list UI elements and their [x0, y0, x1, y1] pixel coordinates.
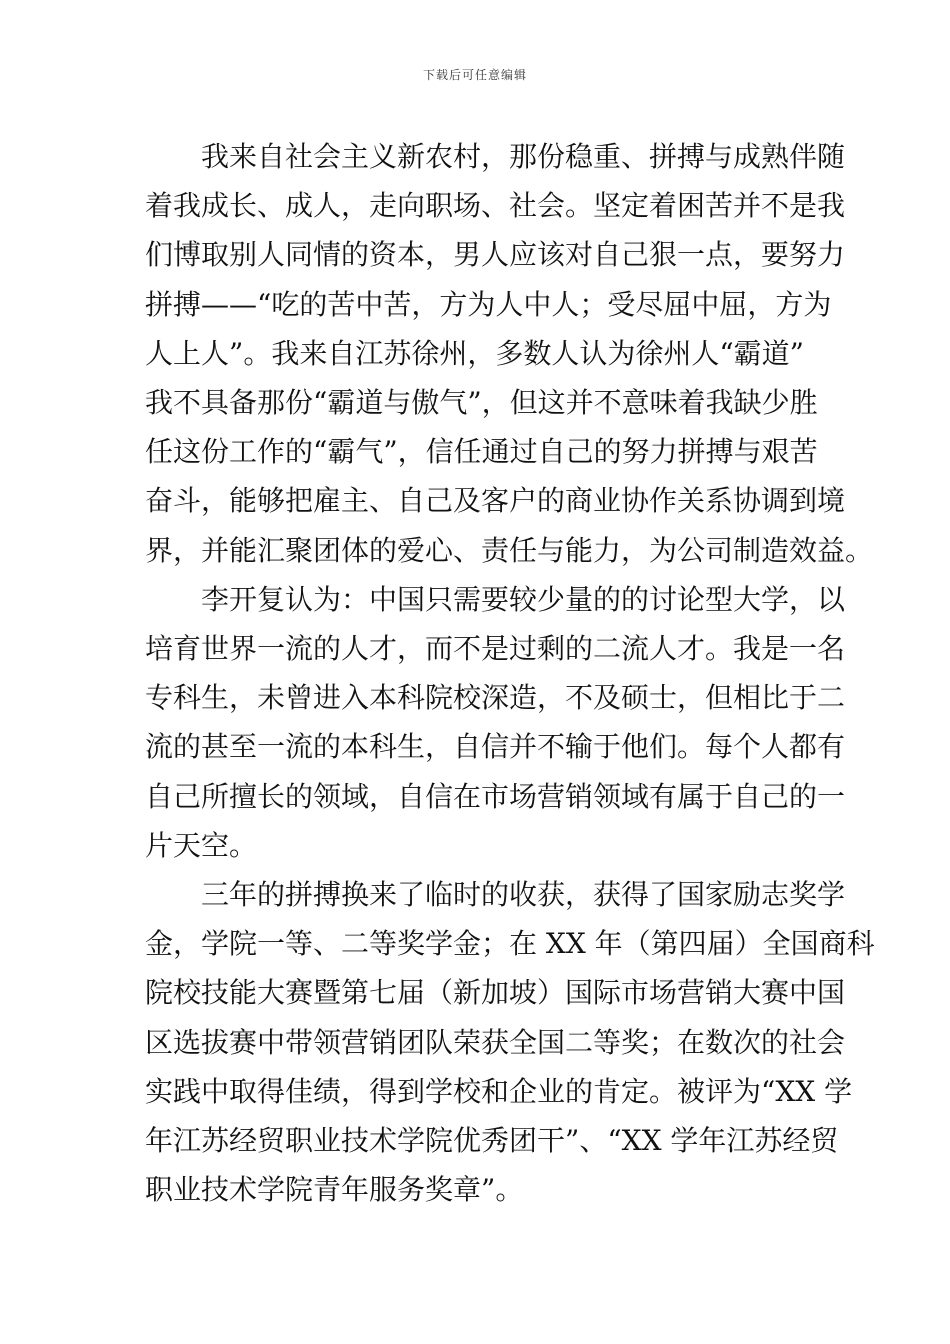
text-line: 院校技能大赛暨第七届（新加坡）国际市场营销大赛中国 — [145, 976, 846, 1010]
paragraph-3 — [145, 870, 875, 1214]
text-line: 们博取别人同情的资本，男人应该对自己狠一点，要努力 — [145, 238, 846, 272]
paragraph-2 — [145, 575, 846, 870]
text-line: 界，并能汇聚团体的爱心、责任与能力，为公司制造效益。 — [145, 533, 874, 567]
text-line: 区选拔赛中带领营销团队荣获全国二等奖；在数次的社会 — [145, 1025, 846, 1059]
text-line: 流的甚至一流的本科生，自信并不输于他们。每个人都有 — [145, 730, 846, 764]
text-line: 奋斗，能够把雇主、自己及客户的商业协作关系协调到境 — [145, 484, 846, 518]
text-line: 片天空。 — [145, 828, 258, 862]
text-line: 拼搏——“吃的苦中苦，方为人中人；受尽屈中屈，方为 — [145, 287, 832, 321]
text-line: 职业技术学院青年服务奖章”。 — [145, 1173, 524, 1207]
document-body — [145, 132, 875, 1214]
paragraph-1 — [145, 132, 874, 575]
text-line: 实践中取得佳绩，得到学校和企业的肯定。被评为“XX 学 — [145, 1074, 853, 1108]
text-line: 李开复认为：中国只需要较少量的的讨论型大学，以 — [145, 582, 846, 616]
text-line: 着我成长、成人，走向职场、社会。坚定着困苦并不是我 — [145, 189, 846, 223]
text-line: 培育世界一流的人才，而不是过剩的二流人才。我是一名 — [145, 632, 846, 666]
text-line: 我来自社会主义新农村，那份稳重、拼搏与成熟伴随 — [145, 140, 846, 173]
text-line: 年江苏经贸职业技术学院优秀团干”、“XX 学年江苏经贸 — [145, 1124, 839, 1158]
text-line: 任这份工作的“霸气”，信任通过自己的努力拼搏与艰苦 — [145, 435, 818, 469]
text-line: 人上人”。我来自江苏徐州，多数人认为徐州人“霸道” — [145, 336, 804, 370]
text-line: 金，学院一等、二等奖学金；在 XX 年（第四届）全国商科 — [145, 927, 875, 961]
text-line: 自己所擅长的领域，自信在市场营销领域有属于自己的一 — [145, 779, 846, 813]
text-line: 专科生，未曾进入本科院校深造，不及硕士，但相比于二 — [145, 681, 846, 715]
header-note: 下载后可任意编辑 — [422, 68, 527, 82]
text-line: 三年的拼搏换来了临时的收获，获得了国家励志奖学 — [145, 878, 846, 912]
text-line: 我不具备那份“霸道与傲气”，但这并不意味着我缺少胜 — [145, 386, 818, 420]
